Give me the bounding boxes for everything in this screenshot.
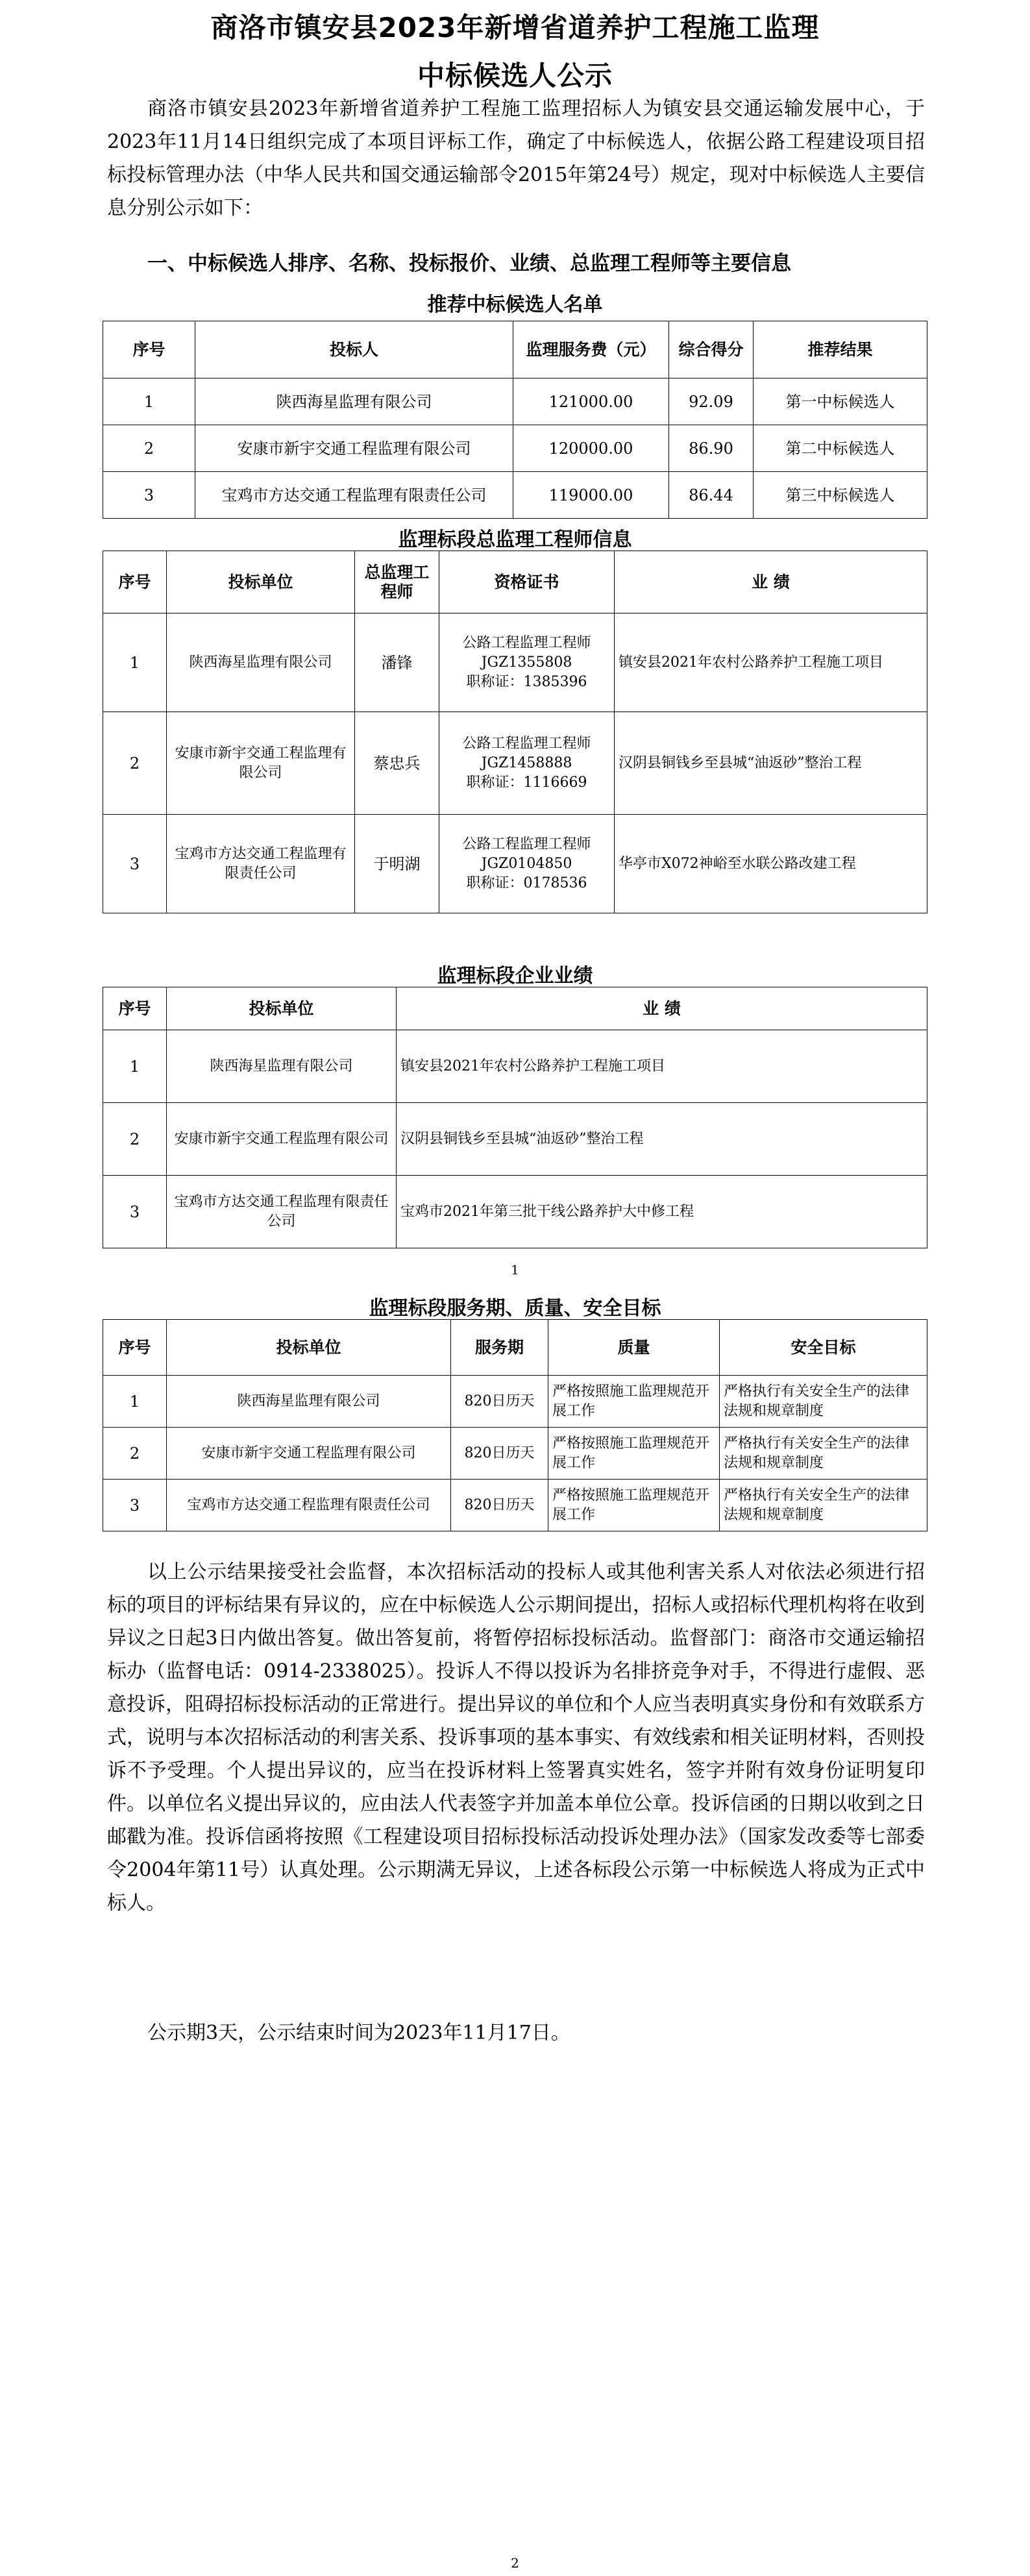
table2-caption: 监理标段总监理工程师信息: [398, 528, 632, 551]
table-row: [103, 1376, 927, 1428]
table-cell: 2: [103, 712, 167, 815]
table-cell: 2: [103, 425, 195, 472]
table-cell: 86.90: [669, 425, 754, 472]
table-cell: 1: [103, 613, 167, 712]
table-cell: 1: [103, 1030, 167, 1103]
table-cell: 121000.00: [513, 378, 669, 425]
table-cell: 1: [103, 378, 195, 425]
table-cell: 严格按照施工监理规范开展工作: [548, 1480, 720, 1531]
table-cell: 严格按照施工监理规范开展工作: [548, 1376, 720, 1428]
table-cell: 镇安县2021年农村公路养护工程施工项目: [397, 1030, 927, 1103]
table-cell: 宝鸡市2021年第三批干线公路养护大中修工程: [397, 1176, 927, 1248]
table-cell: 820日历天: [451, 1480, 548, 1531]
table-cell: 宝鸡市方达交通工程监理有限责任公司: [167, 815, 355, 913]
table-cell: 3: [103, 1176, 167, 1248]
table-cell: 2: [103, 1103, 167, 1176]
table-header-row: [103, 987, 927, 1030]
table-cell: 严格执行有关安全生产的法律法规和规章制度: [720, 1428, 927, 1480]
table-cell: 汉阴县铜钱乡至县城“油返砂”整治工程: [615, 712, 927, 815]
title-certificate: 职称证：1116669: [466, 774, 587, 791]
document-title-line2: 中标候选人公示: [417, 60, 613, 92]
table-header-row: [103, 551, 927, 613]
section1-heading: 一、中标候选人排序、名称、投标报价、业绩、总监理工程师等主要信息: [147, 252, 791, 275]
certificate-cell: [439, 815, 615, 913]
certificate-cell: [439, 712, 615, 815]
candidates-table: [103, 321, 927, 519]
certificate-number: JGZ0104850: [481, 855, 572, 872]
table-cell: 119000.00: [513, 472, 669, 519]
column-header: 序号: [103, 987, 167, 1030]
table-cell: 1: [103, 1376, 167, 1428]
title-certificate: 职称证：0178536: [466, 874, 587, 891]
table-cell: 3: [103, 472, 195, 519]
table-cell: 陕西海星监理有限公司: [167, 1030, 397, 1103]
page-number: 2: [511, 2555, 519, 2571]
table-cell: 92.09: [669, 378, 754, 425]
table-row: [103, 1176, 927, 1248]
table-cell: 陕西海星监理有限公司: [167, 613, 355, 712]
table-cell: 严格执行有关安全生产的法律法规和规章制度: [720, 1480, 927, 1531]
table-cell: 宝鸡市方达交通工程监理有限责任公司: [167, 1480, 451, 1531]
column-header: 投标人: [195, 321, 513, 378]
table-cell: 宝鸡市方达交通工程监理有限责任公司: [195, 472, 513, 519]
chief-engineer-table: [103, 551, 927, 913]
column-header: 服务期: [451, 1320, 548, 1376]
column-header: 序号: [103, 551, 167, 613]
table-cell: 86.44: [669, 472, 754, 519]
table4-caption: 监理标段服务期、质量、安全目标: [369, 1297, 661, 1320]
table-cell: 820日历天: [451, 1428, 548, 1480]
column-header: 综合得分: [669, 321, 754, 378]
table3-caption: 监理标段企业业绩: [437, 965, 593, 987]
certificate-number: JGZ1355808: [481, 654, 572, 671]
table-cell: 2: [103, 1428, 167, 1480]
table-row: [103, 613, 927, 712]
table-cell: 3: [103, 815, 167, 913]
column-header: 质量: [548, 1320, 720, 1376]
table-cell: 汉阴县铜钱乡至县城“油返砂”整治工程: [397, 1103, 927, 1176]
table-cell: 镇安县2021年农村公路养护工程施工项目: [615, 613, 927, 712]
table-cell: 安康市新宇交通工程监理有限公司: [167, 712, 355, 815]
table-row: [103, 712, 927, 815]
table-header-row: [103, 321, 927, 378]
table-cell: 华亭市X072神峪至水联公路改建工程: [615, 815, 927, 913]
document-title-line1: 商洛市镇安县2023年新增省道养护工程施工监理: [210, 12, 820, 43]
column-header: 监理服务费（元）: [513, 321, 669, 378]
certificate-title: 公路工程监理工程师: [462, 735, 591, 752]
table-row: [103, 1480, 927, 1531]
column-header: 资格证书: [439, 551, 615, 613]
table-cell: 宝鸡市方达交通工程监理有限责任公司: [167, 1176, 397, 1248]
column-header: 推荐结果: [754, 321, 927, 378]
supervision-paragraph: 以上公示结果接受社会监督，本次招标活动的投标人或其他利害关系人对依法必须进行招标的项目的评标结果有异议的，应在中标候选人公示期间提出，招标人或招标代理机构将在收到异议之日起3日内做出答复。做出答复前，将暂停招标投标活动。监督部门：商洛市交通运输招标办（监督电话：0914-2338025）。投诉人不得以投诉为名排挤竞争对手，不得进行虚假、恶意投诉，阻碍招标投标活动的正常进行。提出异议的单位和个人应当表明真实身份和有效联系方式，说明与本次招标活动的利害关系、投诉事项的基本事实、有效线索和相关证明材料，否则投诉不予受理。个人提出异议的，应当在投诉材料上签署真实姓名，签字并附有效身份证明复印件。以单位名义提出异议的，应由法人代表签字并加盖本单位公章。投诉信函的日期以收到之日邮戳为准。投诉信函将按照《工程建设项目招标投标活动投诉处理办法》（国家发改委等七部委令2004年第11号）认真处理。公示期满无异议，上述各标段公示第一中标候选人将成为正式中标人。: [107, 1561, 925, 1914]
certificate-title: 公路工程监理工程师: [462, 634, 591, 651]
table-cell: 严格按照施工监理规范开展工作: [548, 1428, 720, 1480]
column-header: 投标单位: [167, 551, 355, 613]
table-cell: 严格执行有关安全生产的法律法规和规章制度: [720, 1376, 927, 1428]
column-header: 总监理工程师: [355, 551, 439, 613]
service-goals-table: [103, 1319, 927, 1531]
table-row: [103, 1103, 927, 1176]
table-cell: 820日历天: [451, 1376, 548, 1428]
table1-caption: 推荐中标候选人名单: [427, 293, 603, 316]
table-row: [103, 815, 927, 913]
certificate-number: JGZ1458888: [481, 754, 572, 771]
publicity-period-paragraph: 公示期3天，公示结束时间为2023年11月17日。: [147, 2022, 570, 2044]
column-header: 投标单位: [167, 1320, 451, 1376]
table-row: [103, 1428, 927, 1480]
table-cell: 120000.00: [513, 425, 669, 472]
table-cell: 陕西海星监理有限公司: [195, 378, 513, 425]
intro-paragraph: 商洛市镇安县2023年新增省道养护工程施工监理招标人为镇安县交通运输发展中心，于2023年11月14日组织完成了本项目评标工作，确定了中标候选人，依据公路工程建设项目招标投标管理办法（中华人民共和国交通运输部令2015年第24号）规定，现对中标候选人主要信息分别公示如下：: [107, 97, 925, 219]
table-cell: 安康市新宇交通工程监理有限公司: [167, 1103, 397, 1176]
table-cell: 第一中标候选人: [754, 378, 927, 425]
certificate-title: 公路工程监理工程师: [462, 836, 591, 852]
column-header: 序号: [103, 321, 195, 378]
table-row: [103, 472, 927, 519]
company-performance-table: [103, 987, 927, 1248]
table-row: [103, 425, 927, 472]
table-cell: 潘锋: [355, 613, 439, 712]
table-cell: 第三中标候选人: [754, 472, 927, 519]
table-header-row: [103, 1320, 927, 1376]
table-cell: 蔡忠兵: [355, 712, 439, 815]
column-header: 业 绩: [615, 551, 927, 613]
title-certificate: 职称证：1385396: [466, 673, 587, 690]
table-cell: 于明湖: [355, 815, 439, 913]
table-cell: 3: [103, 1480, 167, 1531]
table-cell: 陕西海星监理有限公司: [167, 1376, 451, 1428]
table-cell: 安康市新宇交通工程监理有限公司: [167, 1428, 451, 1480]
page-number: 1: [511, 1262, 519, 1278]
table-cell: 第二中标候选人: [754, 425, 927, 472]
table-row: [103, 1030, 927, 1103]
column-header: 序号: [103, 1320, 167, 1376]
table-row: [103, 378, 927, 425]
table-cell: 安康市新宇交通工程监理有限公司: [195, 425, 513, 472]
column-header: 投标单位: [167, 987, 397, 1030]
column-header: 安全目标: [720, 1320, 927, 1376]
certificate-cell: [439, 613, 615, 712]
column-header: 业 绩: [397, 987, 927, 1030]
